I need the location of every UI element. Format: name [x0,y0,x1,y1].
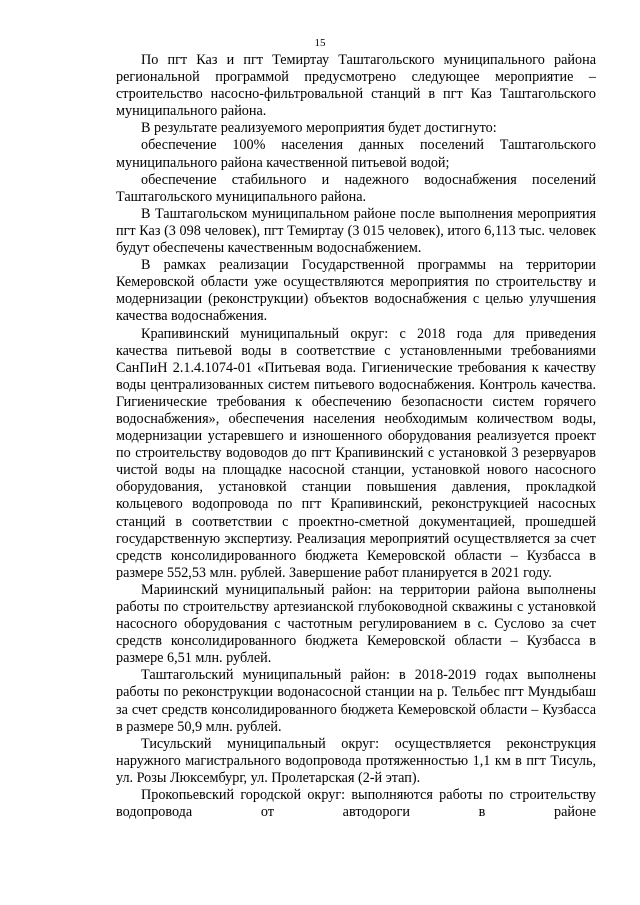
paragraph: обеспечение 100% населения данных поселений Таштагольского муниципального района качественной питьевой водой; [116,137,596,171]
paragraph: По пгт Каз и пгт Темиртау Таштагольского муниципального района региональной программой предусмотрено следующее мероприятие – строительство насосно-фильтровальной станций в пгт Каз Таштагольского муниципального района. [116,52,596,120]
paragraph: Крапивинский муниципальный округ: с 2018 года для приведения качества питьевой воды в соответствие с установленными требованиями СанПиН 2.1.4.1074-01 «Питьевая вода. Гигиенические требования к качеству воды централизованных систем питьевого водоснабжения. Контроль качества. Гигиенические требования к обеспечению безопасности систем горячего водоснабжения», обеспечения населения необходимым количеством воды, модернизации устаревшего и изношенного оборудования реализуется проект по строительству водоводов до пгт Крапивинский с установкой 3 резервуаров чистой воды на площадке насосной станции, установкой нового насосного оборудования, установкой станции повышения давления, прокладкой кольцевого водопровода по пгт Крапивинский, реконструкцией насосных станций в соответствии с проектно-сметной документацией, прошедшей государственную экспертизу. Реализация мероприятий осуществляется за счет средств консолидированного бюджета Кемеровской области – Кузбасса в размере 552,53 млн. рублей. Завершение работ планируется в 2021 году. [116,325,596,581]
paragraph: В результате реализуемого мероприятия будет достигнуто: [141,120,497,137]
paragraph: Прокопьевский городской округ: выполняются работы по строительству водопровода от автодороги в районе [116,787,596,821]
page-number: 15 [314,37,326,49]
paragraph: Таштагольский муниципальный район: в 2018-2019 годах выполнены работы по реконструкции водонасосной станции на р. Тельбес пгт Мундыбаш за счет средств консолидированного бюджета Кемеровской области – Кузбасса в размере 50,9 млн. рублей. [116,667,596,735]
paragraph: В рамках реализации Государственной программы на территории Кемеровской области уже осуществляются мероприятия по строительству и модернизации (реконструкции) объектов водоснабжения с целью улучшения качества водоснабжения. [116,257,596,325]
document-body [116,52,596,821]
paragraph: Мариинский муниципальный район: на территории района выполнены работы по строительству артезианской глубоководной скважины с установкой насосного оборудования с частотным регулированием в с. Суслово за счет средств консолидированного бюджета Кемеровской области – Кузбасса в размере 6,51 млн. рублей. [116,581,596,667]
paragraph: Тисульский муниципальный округ: осуществляется реконструкция наружного магистрального водопровода протяженностью 1,1 км в пгт Тисуль, ул. Розы Люксембург, ул. Пролетарская (2-й этап). [116,735,596,786]
paragraph: В Таштагольском муниципальном районе после выполнения мероприятия пгт Каз (3 098 человек), пгт Темиртау (3 015 человек), итого 6,113 тыс. человек будут обеспечены качественным водоснабжением. [116,205,596,257]
paragraph: обеспечение стабильного и надежного водоснабжения поселений Таштагольского муниципального района. [116,171,596,205]
